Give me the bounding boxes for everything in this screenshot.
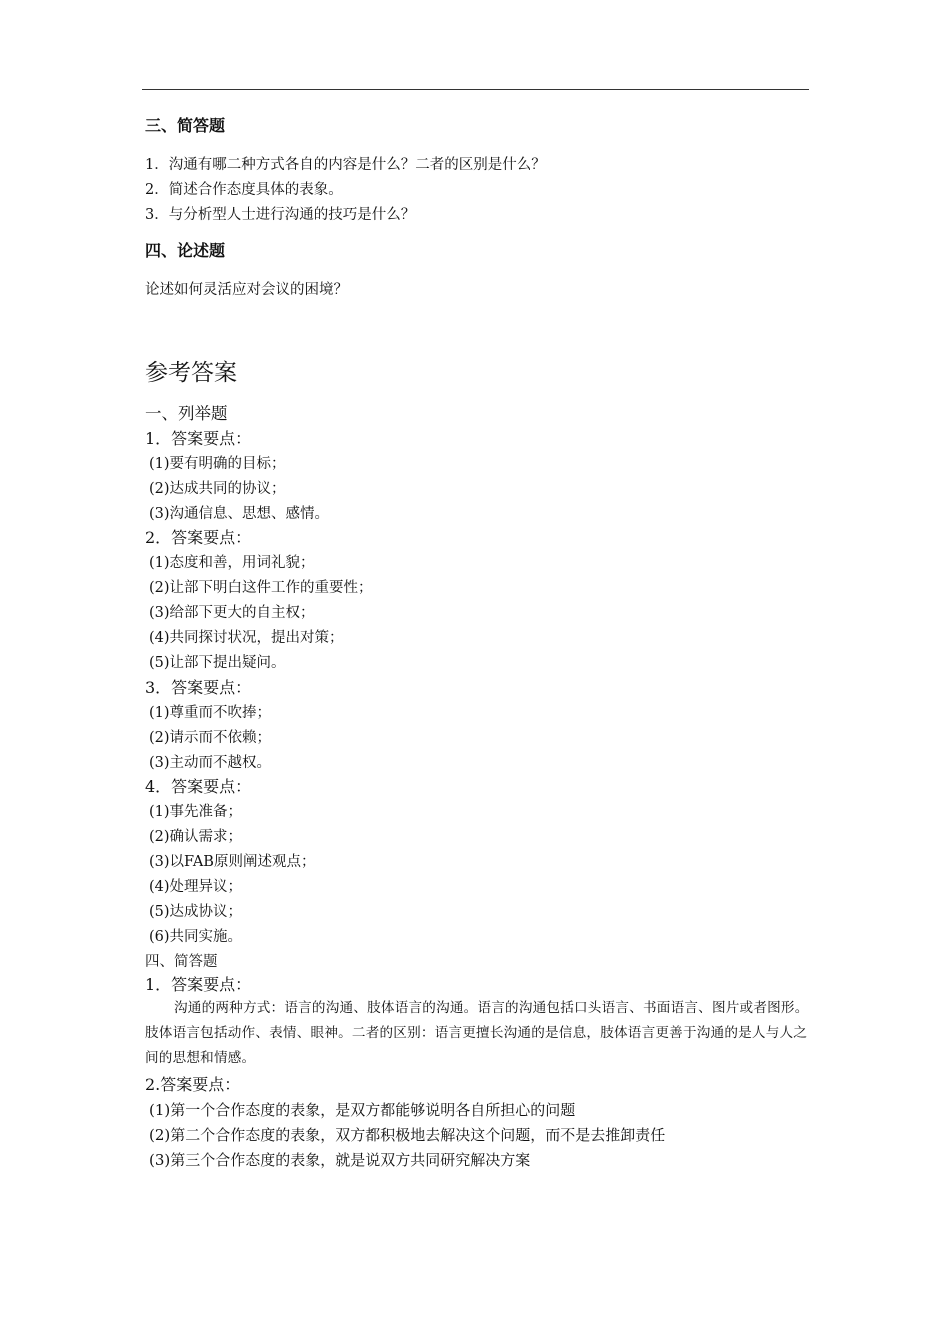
answer-3-point: (3)主动而不越权。 [149, 755, 272, 771]
answers-title: 参考答案 [145, 360, 237, 386]
answer-2-point: (1)态度和善，用词礼貌； [149, 555, 315, 571]
answer-2-point: (2)让部下明白这件工作的重要性； [149, 580, 373, 596]
short-answer-2-label: 2.答案要点： [145, 1075, 241, 1094]
essay-heading: 四、论述题 [145, 241, 226, 260]
answer-1-label: 1．答案要点： [145, 429, 252, 448]
answer-3-label: 3．答案要点： [145, 678, 252, 697]
answer-2-point: (4)共同探讨状况，提出对策； [149, 630, 344, 646]
question-2: 2．简述合作态度具体的表象。 [145, 182, 343, 198]
short-answer-1-label: 1．答案要点： [145, 975, 252, 994]
answer-4-point: (4)处理异议； [149, 879, 243, 895]
answer-2-point: (5)让部下提出疑问。 [149, 655, 286, 671]
essay-question: 论述如何灵活应对会议的困境？ [145, 282, 348, 298]
answer-4-point: (6)共同实施。 [149, 929, 243, 945]
short-answer-2-point: (3)第三个合作态度的表象，就是说双方共同研究解决方案 [149, 1151, 531, 1169]
short-answer-2-point: (2)第二个合作态度的表象，双方都积极地去解决这个问题，而不是去推卸责任 [149, 1126, 666, 1144]
answer-1-point: (3)沟通信息、思想、感情。 [149, 506, 330, 522]
answer-4-label: 4．答案要点： [145, 777, 252, 796]
answer-2-label: 2．答案要点： [145, 528, 252, 547]
short-answer-1-paragraph: 沟通的两种方式：语言的沟通、肢体语言的沟通。语言的沟通包括口头语言、书面语言、图片或者图形。肢体语言包括动作、表情、眼神。二者的区别：语言更擅长沟通的是信息，肢体语言更善于沟通的是人与人之间的思想和情感。 [145, 1000, 809, 1066]
answer-4-point: (3)以FAB原则阐述观点； [149, 854, 316, 870]
short-answer-2-point: (1)第一个合作态度的表象，是双方都能够说明各自所担心的问题 [149, 1101, 576, 1119]
answer-1-point: (1)要有明确的目标； [149, 456, 286, 472]
part1-heading: 一、列举题 [145, 404, 228, 423]
answer-3-point: (2)请示而不依赖； [149, 730, 272, 746]
part4-heading: 四、简答题 [145, 954, 218, 970]
header-rule [142, 89, 809, 90]
question-1: 1．沟通有哪二种方式各自的内容是什么？二者的区别是什么？ [145, 157, 546, 173]
answer-4-point: (1)事先准备； [149, 804, 243, 820]
answer-1-point: (2)达成共同的协议； [149, 481, 286, 497]
answer-3-point: (1)尊重而不吹捧； [149, 705, 272, 721]
answer-2-point: (3)给部下更大的自主权； [149, 605, 315, 621]
answer-4-point: (2)确认需求； [149, 829, 243, 845]
short-answer-heading: 三、简答题 [145, 116, 226, 135]
question-3: 3．与分析型人士进行沟通的技巧是什么？ [145, 207, 416, 223]
answer-4-point: (5)达成协议； [149, 904, 243, 920]
